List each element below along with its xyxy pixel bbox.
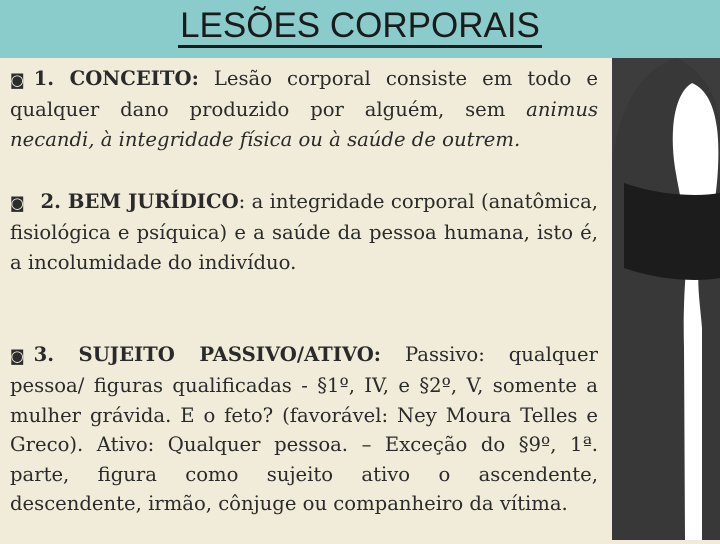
square-bullet-icon: ◙ — [10, 71, 25, 89]
item-lead: 2. BEM JURÍDICO — [33, 190, 239, 213]
square-bullet-icon: ◙ — [10, 347, 25, 365]
item-lead: 3. SUJEITO PASSIVO/ATIVO: — [33, 343, 382, 366]
item-italic: animus necandi, à integridade física ou à saúde de outrem. — [10, 98, 598, 151]
slide-title-text: LESÕES CORPORAIS — [178, 6, 542, 48]
item-text: : a integridade corporal (anatômica, fisiológica e psíquica) e a saúde da pessoa humana, isto é, a incolumidade do indivíduo. — [10, 190, 599, 274]
item-text: Passivo: qualquer pessoa/ figuras qualificadas - §1º, IV, e §2º, V, somente a mulher grávida. E o feto? (favorável: Ney Moura Telles e Greco). Ativo: Qualquer pessoa. – Exceção do §9º, 1ª. parte, figura como sujeito ativo o ascendente, descendente, irmão, cônjuge ou companheiro da vítima. — [10, 343, 598, 516]
item-lead: 1. CONCEITO: — [33, 67, 199, 90]
square-bullet-icon: ◙ — [10, 194, 25, 212]
list-item-bem-juridico — [10, 187, 598, 277]
silhouette-image — [612, 58, 720, 540]
blindfolded-figure-icon — [612, 58, 720, 540]
slide-title — [0, 4, 720, 48]
list-item-conceito — [10, 64, 598, 154]
list-item-sujeito — [10, 340, 598, 518]
item-text: Lesão corporal consiste em todo e qualquer dano produzido por alguém, sem — [10, 67, 598, 122]
